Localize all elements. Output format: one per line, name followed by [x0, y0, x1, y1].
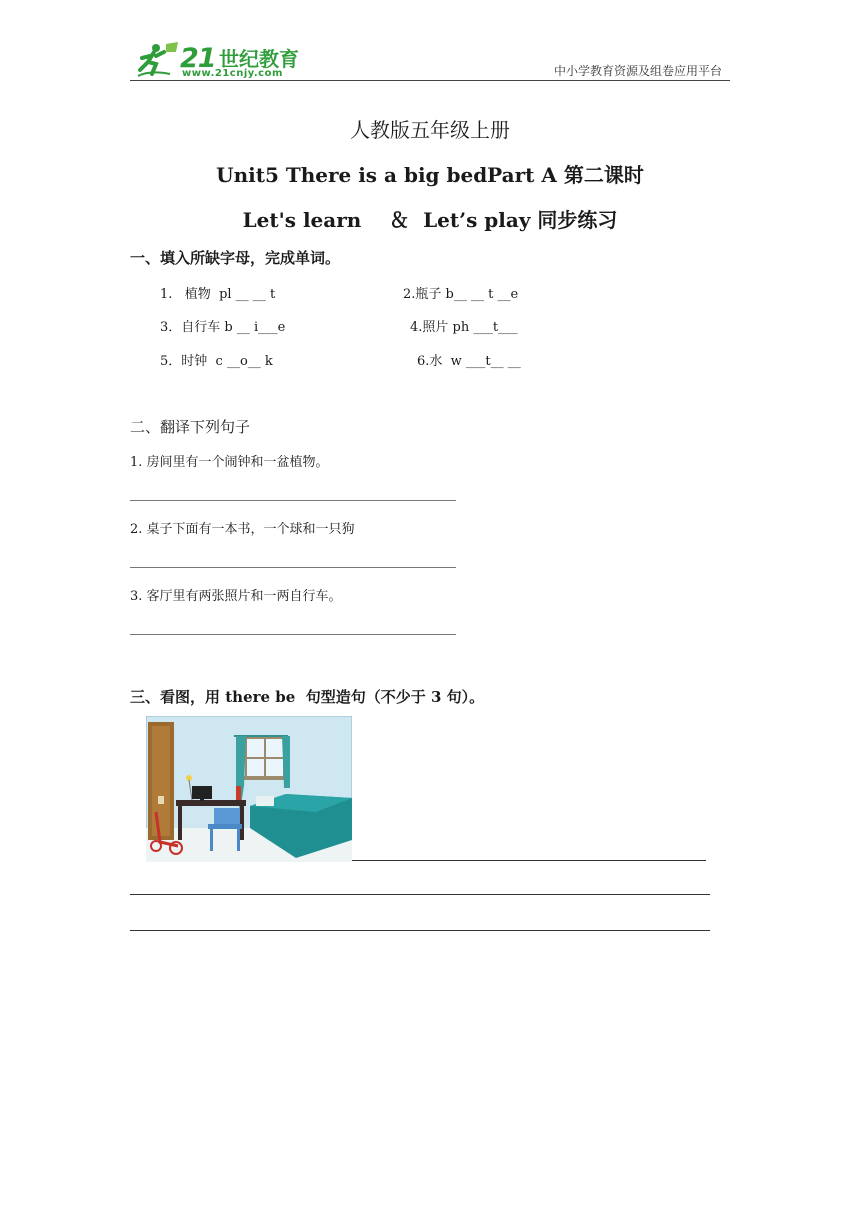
answer-line[interactable]	[130, 567, 456, 568]
translate-question: 3. 客厅里有两张照片和一两自行车。	[130, 589, 342, 604]
title-lesson: Let's learn ＆ Let’s play 同步练习	[242, 208, 618, 232]
answer-line[interactable]	[130, 894, 710, 895]
word-item: 5．时钟 c __o__ k	[160, 354, 273, 369]
answer-line[interactable]	[130, 500, 456, 501]
word-item: 2.瓶子 b__ __ t __e	[403, 287, 519, 302]
answer-line[interactable]	[130, 930, 710, 931]
word-item: 1. 植物 pl __ __ t	[160, 287, 276, 302]
header-divider	[130, 80, 730, 81]
title-unit: Unit5 There is a big bedPart A 第二课时	[216, 163, 644, 187]
word-item: 4.照片 ph ___t___	[410, 320, 518, 335]
logo-name: 世纪教育	[219, 47, 299, 71]
answer-line[interactable]	[130, 634, 456, 635]
section1-heading: 一、填入所缺字母，完成单词。	[130, 249, 341, 267]
translate-question: 1. 房间里有一个闹钟和一盆植物。	[130, 455, 329, 470]
platform-tagline: 中小学教育资源及组卷应用平台	[553, 64, 722, 78]
section3-heading: 三、看图，用 there be 句型造句（不少于 3 句）。	[130, 688, 485, 706]
bedroom-scene-image	[146, 716, 352, 862]
logo-number: 21	[180, 43, 216, 74]
answer-line[interactable]	[352, 860, 706, 861]
word-item: 6.水 w ___t__ __	[417, 354, 521, 369]
logo-url: www.21cnjy.com	[182, 68, 283, 79]
runner-logo-icon	[136, 40, 180, 80]
translate-question: 2. 桌子下面有一本书，一个球和一只狗	[130, 522, 355, 537]
word-item: 3．自行车 b __ i___e	[160, 320, 286, 335]
title-grade: 人教版五年级上册	[350, 118, 510, 142]
section2-heading: 二、翻译下列句子	[130, 418, 251, 436]
